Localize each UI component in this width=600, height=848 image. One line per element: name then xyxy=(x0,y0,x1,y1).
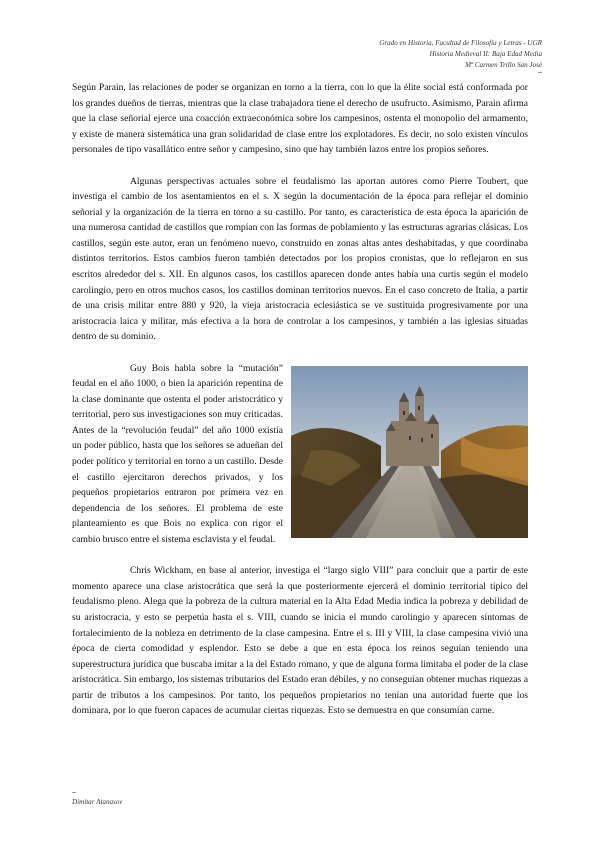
page-header xyxy=(379,38,542,71)
header-professor: Mª Carmen Trillo San José xyxy=(465,61,542,69)
paragraph-toubert xyxy=(72,174,528,345)
document-body xyxy=(72,80,528,735)
castle-illustration xyxy=(291,366,528,538)
header-divider xyxy=(538,72,542,73)
castle-photo xyxy=(291,366,528,538)
footer-divider xyxy=(72,792,76,793)
paragraph-toubert-text: Algunas perspectivas actuales sobre el feudalismo las aportan autores como Pierre Toubert, que investiga el cambio de los asentamientos en el s. X según la documentación de la época para reflejar el dominio señorial y la organización de la tierra en torno a su castillo. Por tanto, es característica de esta época la aparición de una numerosa cantidad de castillos que rompían con las formas de poblamiento y las estructuras agrarias clásicas. Los castillos, según este autor, eran un fenómeno nuevo, construido en zonas altas antes deshabitadas, y que coordinaba distintos territorios. Estos cambios fueron también detectados por los propios cronistas, que lo reflejaron en sus escritos alrededor del s. XII. En algunos casos, los castillos aparecen donde antes había una curtis según el modelo carolingio, pero en otros muchos casos, los castillos dominan territorios nuevos. En el caso concreto de Italia, a partir de una crisis militar entre 880 y 920, la vieja aristocracia eclesiástica se ve sustituida progresivamente por una aristocracia laica y militar, más efectiva a la hora de controlar a los campesinos, y también a las iglesias situadas dentro de su dominio. xyxy=(72,175,528,343)
header-degree: Grado en Historia, Facultad de Filosofía y Letras - UGR xyxy=(379,39,542,47)
paragraph-bois: Guy Bois habla sobre la “mutación” feudal en el año 1000, o bien la aparición repentina de la clase dominante que ostenta el poder aristocrático y territorial, pero sus investigaciones son muy criticadas. Antes de la “revolución feudal” del año 1000 existía un poder público, hasta que los señores se adueñan del poder político y territorial en torno a un castillo. Desde el castillo ejercitaron derechos privados, y los pequeños propietarios entraron por primera vez en dependencia de los señores. El problema de este planteamiento es que Bois no explica con rigor el cambio brusco entre el sistema esclavista y el feudal. xyxy=(72,362,284,545)
paragraph-wickham: Chris Wickham, en base al anterior, investiga el “largo siglo VIII” para concluir que a partir de este momento aparece una clase aristocrática que será la que posteriormente ejercerá el dominio territorial típico del feudalismo pleno. Alega que la pobreza de la cultura material en la Alta Edad Media indica la pobreza y debilidad de su aristocracia, y esto se perpetúa hasta el s. VIII, cuando se inicia el mundo carolingio y aparecen síntomas de fortalecimiento de la nobleza en detrimento de la clase campesina. Entre el s. III y VIII, la clase campesina vivió una época de cierta comodidad y esplendor. Esto se debe a que en esta época los reinos seguían teniendo una superestructura jurídica que buscaba imitar a la del Estado romano, y que de alguna forma limitaba el poder de la clase aristocrática. Sin embargo, los sistemas tributarios del Estado eran débiles, y no conseguían obtener muchas riquezas a partir de tributos a los campesinos. Por tanto, los pequeños propietarios no tenían una autoridad fuerte que los dominara, por lo que fueron capaces de acumular ciertas riquezas. Esto se demuestra en que consumían carne. xyxy=(72,565,528,717)
page-footer: Dimitar Atanasov xyxy=(72,798,123,806)
paragraph-parain: Según Parain, las relaciones de poder se organizan en torno a la tierra, con lo que la élite social está conformada por los grandes dueños de tierras, mientras que la clase trabajadora tiene el derecho de usufructo. Asimismo, Parain afirma que la clase señorial ejerce una coacción extraeconómica sobre los campesinos, ostenta el monopolio del armamento, y existe de manera sistemática una gran solidaridad de clase entre los explotadores. Es decir, no solo existen vínculos personales de tipo vasallático entre señor y campesino, sino que hay también lazos entre los propios señores. xyxy=(72,82,528,156)
header-course: Historia Medieval II: Baja Edad Media xyxy=(429,50,542,58)
